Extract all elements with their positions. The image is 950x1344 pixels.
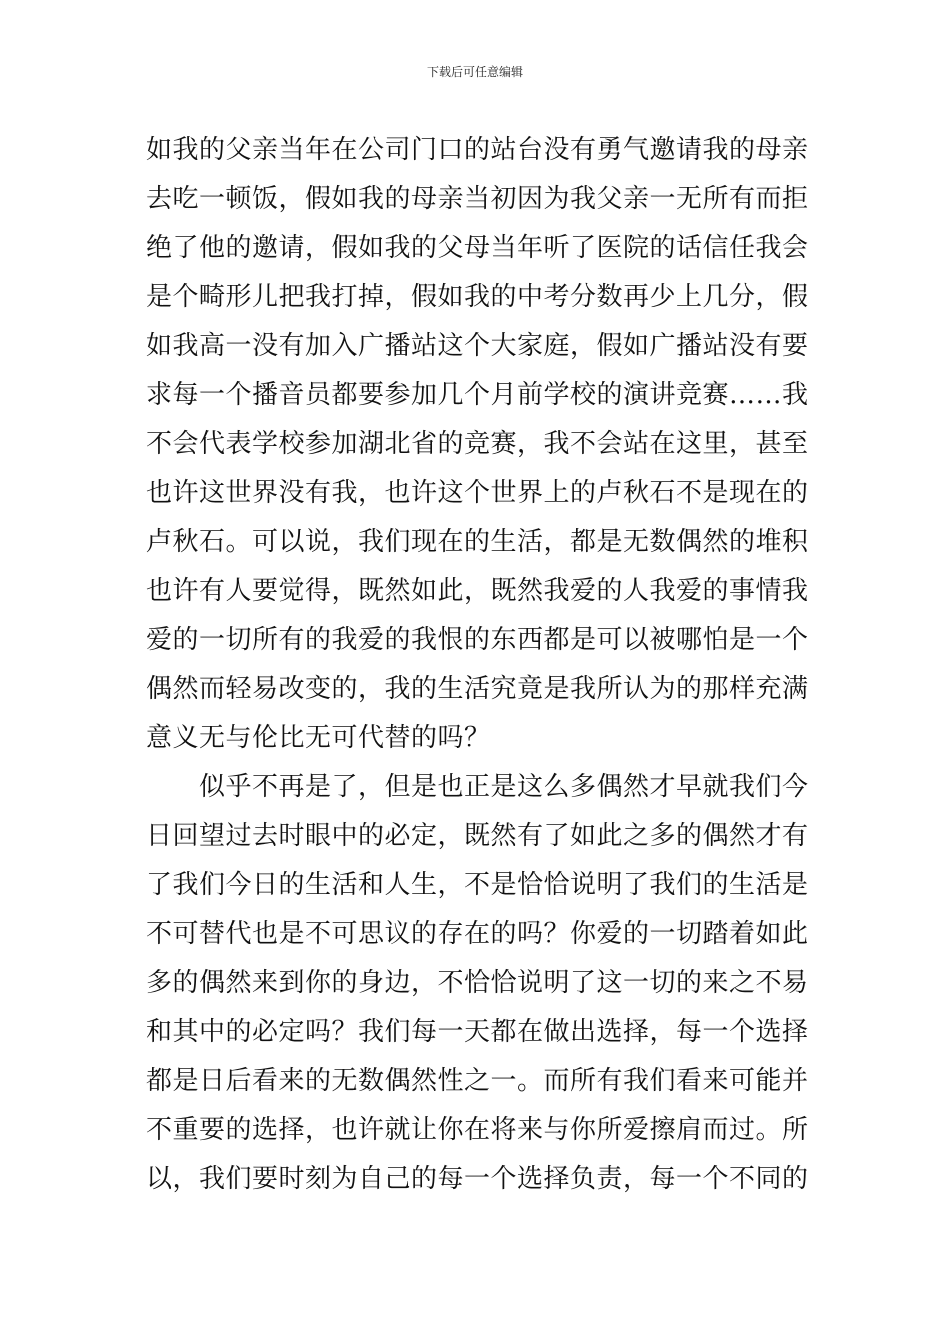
- text-line: 意义无与伦比无可代替的吗？: [146, 723, 491, 753]
- text-line: 去吃一顿饭，假如我的母亲当初因为我父亲一无所有而拒: [146, 184, 809, 214]
- text-line: 了我们今日的生活和人生，不是恰恰说明了我们的生活是: [146, 870, 809, 900]
- text-line: 不可替代也是不可思议的存在的吗？你爱的一切踏着如此: [146, 919, 809, 949]
- text-line: 如我高一没有加入广播站这个大家庭，假如广播站没有要: [146, 331, 809, 361]
- text-line: 绝了他的邀请，假如我的父母当年听了医院的话信任我会: [146, 233, 809, 263]
- page-header: 下载后可任意编辑: [426, 65, 523, 79]
- body-text: [146, 126, 808, 1204]
- text-line: 也许这世界没有我，也许这个世界上的卢秋石不是现在的: [146, 478, 809, 508]
- text-line: 卢秋石。可以说，我们现在的生活，都是无数偶然的堆积: [146, 527, 809, 557]
- text-line: 和其中的必定吗？我们每一天都在做出选择，每一个选择: [146, 1017, 809, 1047]
- text-line: 也许有人要觉得，既然如此，既然我爱的人我爱的事情我: [146, 576, 809, 606]
- text-line: 都是日后看来的无数偶然性之一。而所有我们看来可能并: [146, 1066, 809, 1096]
- text-line: 求每一个播音员都要参加几个月前学校的演讲竞赛……我: [146, 380, 809, 410]
- text-line: 如我的父亲当年在公司门口的站台没有勇气邀请我的母亲: [146, 135, 809, 165]
- text-line: 爱的一切所有的我爱的我恨的东西都是可以被哪怕是一个: [146, 625, 809, 655]
- text-line: 以，我们要时刻为自己的每一个选择负责，每一个不同的: [146, 1164, 809, 1194]
- text-line: 似乎不再是了，但是也正是这么多偶然才早就我们今: [146, 772, 809, 802]
- text-line: 不重要的选择，也许就让你在将来与你所爱擦肩而过。所: [146, 1115, 809, 1145]
- text-line: 多的偶然来到你的身边，不恰恰说明了这一切的来之不易: [146, 968, 809, 998]
- text-line: 日回望过去时眼中的必定，既然有了如此之多的偶然才有: [146, 821, 809, 851]
- text-line: 是个畸形儿把我打掉，假如我的中考分数再少上几分，假: [146, 282, 809, 312]
- text-line: 不会代表学校参加湖北省的竞赛，我不会站在这里，甚至: [146, 429, 809, 459]
- text-line: 偶然而轻易改变的，我的生活究竟是我所认为的那样充满: [146, 674, 809, 704]
